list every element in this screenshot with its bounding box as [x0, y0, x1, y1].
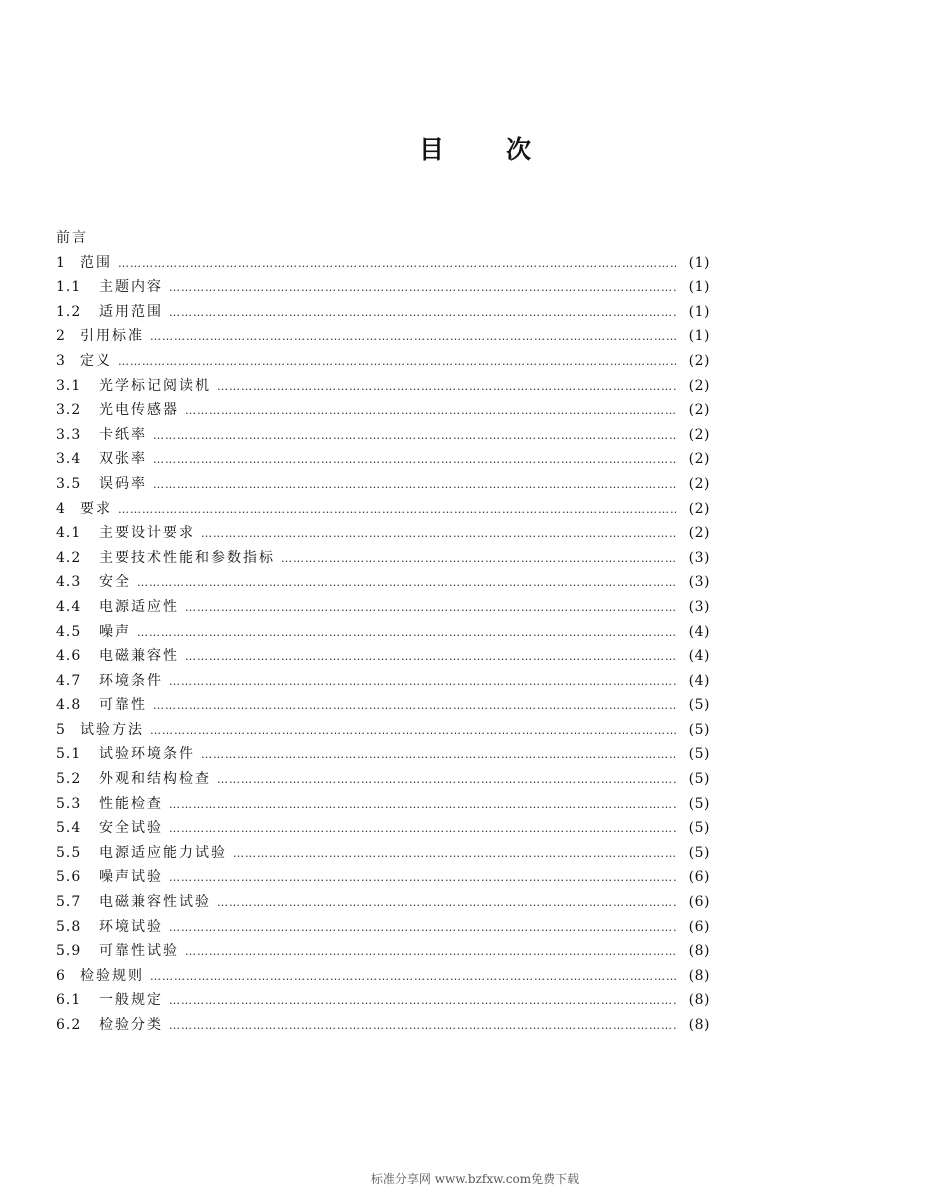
- toc-entry-page: (5): [688, 746, 710, 763]
- table-of-contents: [56, 226, 710, 1038]
- toc-entry-page: (6): [688, 869, 710, 886]
- toc-entry-number: 5.8: [56, 918, 82, 935]
- toc-entry[interactable]: [56, 939, 710, 964]
- toc-entry-page: (6): [688, 894, 710, 911]
- toc-entry-label: 主题内容: [99, 279, 163, 296]
- toc-entry-page: (2): [688, 500, 710, 517]
- toc-leader-dots: [217, 891, 676, 916]
- toc-entry-number: 5.5: [56, 844, 82, 861]
- toc-entry-label: 电磁兼容性试验: [99, 894, 211, 911]
- toc-entry-label: 电源适应能力试验: [99, 844, 227, 861]
- toc-leader-dots: [150, 965, 676, 990]
- toc-entry-label: 安全: [99, 574, 131, 591]
- toc-entry[interactable]: [56, 374, 710, 399]
- toc-leader-dots: [169, 301, 676, 326]
- toc-entry-page: (1): [688, 328, 710, 345]
- toc-entry-label: 噪声试验: [99, 869, 163, 886]
- toc-entry-label: 前言: [56, 230, 88, 246]
- toc-entry[interactable]: [56, 226, 710, 251]
- toc-entry-number: 3: [56, 352, 66, 369]
- toc-leader-dots: [185, 596, 676, 621]
- toc-entry[interactable]: [56, 816, 710, 841]
- toc-leader-dots: [169, 866, 676, 891]
- toc-entry-page: (5): [688, 721, 710, 738]
- toc-leader-dots: [153, 424, 676, 449]
- toc-entry[interactable]: [56, 324, 710, 349]
- toc-entry-label: 噪声: [99, 623, 131, 640]
- toc-entry-page: (5): [688, 771, 710, 788]
- toc-entry-number: 6.2: [56, 1017, 82, 1033]
- toc-entry[interactable]: [56, 423, 710, 448]
- toc-leader-dots: [185, 645, 676, 670]
- toc-entry[interactable]: [56, 693, 710, 718]
- toc-entry[interactable]: [56, 275, 710, 300]
- toc-entry-number: 5.9: [56, 943, 82, 960]
- toc-leader-dots: [118, 498, 676, 523]
- title-char-2: 次: [506, 135, 532, 164]
- toc-entry-label: 电磁兼容性: [99, 648, 179, 665]
- toc-entry-label: 定义: [80, 352, 112, 369]
- toc-entry-page: (4): [688, 623, 710, 640]
- toc-entry[interactable]: [56, 570, 710, 595]
- footer-watermark: 标准分享网 www.bzfxw.com免费下载: [370, 1172, 580, 1186]
- toc-entry-label: 适用范围: [99, 303, 163, 320]
- toc-entry[interactable]: [56, 595, 710, 620]
- toc-entry[interactable]: [56, 300, 710, 325]
- toc-entry-page: (2): [688, 352, 710, 369]
- toc-entry-number: 3.5: [56, 475, 82, 492]
- toc-entry-page: (8): [688, 992, 710, 1009]
- toc-entry[interactable]: [56, 644, 710, 669]
- toc-leader-dots: [137, 571, 676, 596]
- toc-entry-number: 4.3: [56, 574, 82, 591]
- toc-entry-page: (5): [688, 820, 710, 837]
- toc-entry[interactable]: [56, 521, 710, 546]
- toc-entry[interactable]: [56, 865, 710, 890]
- toc-entry-page: (1): [688, 303, 710, 320]
- toc-leader-dots: [118, 252, 676, 277]
- toc-entry-page: (6): [688, 918, 710, 935]
- toc-leader-dots: [169, 793, 676, 818]
- toc-entry-label: 要求: [80, 500, 112, 517]
- toc-entry-number: 5.2: [56, 771, 82, 788]
- toc-entry-number: 5.3: [56, 795, 82, 812]
- toc-entry-page: (2): [688, 451, 710, 468]
- toc-entry-number: 5.6: [56, 869, 82, 886]
- toc-entry-label: 引用标准: [80, 328, 144, 345]
- toc-leader-dots: [281, 547, 676, 572]
- toc-entry-label: 试验方法: [80, 721, 144, 738]
- toc-leader-dots: [150, 719, 676, 744]
- toc-leader-dots: [169, 276, 676, 301]
- toc-entry-number: 4.5: [56, 623, 82, 640]
- toc-entry-number: 3.3: [56, 426, 82, 443]
- toc-entry-page: (2): [688, 377, 710, 394]
- toc-entry-label: 电源适应性: [99, 598, 179, 615]
- toc-entry[interactable]: [56, 890, 710, 915]
- toc-entry[interactable]: [56, 988, 710, 1013]
- toc-entry-page: (2): [688, 475, 710, 492]
- toc-entry-page: (2): [688, 426, 710, 443]
- toc-entry-page: (5): [688, 844, 710, 861]
- toc-entry-number: 4.8: [56, 697, 82, 714]
- toc-entry-number: 5.1: [56, 746, 82, 763]
- toc-entry-label: 卡纸率: [99, 426, 147, 443]
- toc-entry-number: 1.1: [56, 279, 82, 296]
- toc-entry[interactable]: [56, 251, 710, 276]
- toc-entry-page: (8): [688, 1017, 710, 1033]
- toc-entry-label: 检验规则: [80, 967, 144, 984]
- toc-entry-label: 安全试验: [99, 820, 163, 837]
- toc-entry-page: (8): [688, 943, 710, 960]
- toc-entry[interactable]: [56, 447, 710, 472]
- toc-entry[interactable]: [56, 1013, 710, 1038]
- toc-entry-label: 主要设计要求: [99, 525, 195, 542]
- toc-entry-page: (3): [688, 549, 710, 566]
- toc-entry-label: 一般规定: [99, 992, 163, 1009]
- toc-leader-dots: [153, 473, 676, 498]
- toc-entry-number: 3.2: [56, 402, 82, 419]
- toc-entry-label: 误码率: [99, 475, 147, 492]
- toc-leader-dots: [185, 940, 676, 965]
- toc-leader-dots: [137, 621, 676, 646]
- toc-entry[interactable]: [56, 841, 710, 866]
- toc-entry[interactable]: [56, 349, 710, 374]
- toc-leader-dots: [233, 842, 676, 867]
- toc-entry-label: 性能检查: [99, 795, 163, 812]
- toc-entry-number: 6.1: [56, 992, 82, 1009]
- toc-entry-number: 1: [56, 254, 66, 271]
- page-title: [0, 130, 950, 166]
- toc-entry-number: 4.4: [56, 598, 82, 615]
- toc-entry[interactable]: [56, 915, 710, 940]
- toc-entry-page: (5): [688, 795, 710, 812]
- toc-entry-number: 5: [56, 721, 66, 738]
- toc-entry-label: 双张率: [99, 451, 147, 468]
- toc-entry[interactable]: [56, 792, 710, 817]
- toc-entry-label: 光学标记阅读机: [99, 377, 211, 394]
- toc-entry-page: (2): [688, 525, 710, 542]
- toc-leader-dots: [169, 817, 676, 842]
- toc-entry[interactable]: [56, 398, 710, 423]
- toc-entry-number: 3.4: [56, 451, 82, 468]
- toc-entry-label: 范围: [80, 254, 112, 271]
- toc-entry-number: 5.4: [56, 820, 82, 837]
- toc-entry-label: 光电传感器: [99, 402, 179, 419]
- toc-entry[interactable]: [56, 669, 710, 694]
- toc-leader-dots: [150, 325, 676, 350]
- toc-entry-page: (1): [688, 279, 710, 296]
- toc-entry-number: 4: [56, 500, 66, 517]
- toc-leader-dots: [153, 694, 676, 719]
- toc-leader-dots: [169, 1014, 676, 1039]
- toc-entry-label: 外观和结构检查: [99, 771, 211, 788]
- toc-entry-page: (3): [688, 574, 710, 591]
- toc-leader-dots: [169, 916, 676, 941]
- toc-leader-dots: [153, 448, 676, 473]
- toc-entry-number: 4.1: [56, 525, 82, 542]
- toc-entry-label: 检验分类: [99, 1017, 163, 1033]
- toc-entry-label: 可靠性: [99, 697, 147, 714]
- toc-leader-dots: [118, 350, 676, 375]
- toc-leader-dots: [201, 743, 676, 768]
- toc-entry-label: 主要技术性能和参数指标: [99, 549, 275, 566]
- toc-entry-number: 3.1: [56, 377, 82, 394]
- toc-entry-page: (8): [688, 967, 710, 984]
- toc-leader-dots: [217, 768, 676, 793]
- toc-entry-page: (4): [688, 648, 710, 665]
- toc-entry-number: 1.2: [56, 303, 82, 320]
- toc-entry-number: 4.2: [56, 549, 82, 566]
- toc-leader-dots: [201, 522, 676, 547]
- toc-entry-page: (4): [688, 672, 710, 689]
- toc-leader-dots: [217, 375, 676, 400]
- toc-entry[interactable]: [56, 767, 710, 792]
- toc-leader-dots: [185, 399, 676, 424]
- toc-entry-page: (3): [688, 598, 710, 615]
- toc-entry[interactable]: [56, 742, 710, 767]
- toc-entry-label: 环境条件: [99, 672, 163, 689]
- toc-entry-number: 4.6: [56, 648, 82, 665]
- toc-entry-number: 5.7: [56, 894, 82, 911]
- toc-entry-page: (5): [688, 697, 710, 714]
- toc-entry[interactable]: [56, 620, 710, 645]
- toc-entry-label: 试验环境条件: [99, 746, 195, 763]
- toc-entry[interactable]: [56, 964, 710, 989]
- toc-entry[interactable]: [56, 546, 710, 571]
- toc-leader-dots: [169, 670, 676, 695]
- toc-entry-label: 环境试验: [99, 918, 163, 935]
- toc-entry-number: 2: [56, 328, 66, 345]
- toc-entry[interactable]: [56, 718, 710, 743]
- toc-entry[interactable]: [56, 497, 710, 522]
- toc-leader-dots: [169, 989, 676, 1014]
- title-char-1: 目: [418, 135, 444, 164]
- toc-entry-number: 4.7: [56, 672, 82, 689]
- toc-entry-page: (1): [688, 254, 710, 271]
- toc-entry-label: 可靠性试验: [99, 943, 179, 960]
- toc-entry-page: (2): [688, 402, 710, 419]
- toc-entry[interactable]: [56, 472, 710, 497]
- toc-entry-number: 6: [56, 967, 66, 984]
